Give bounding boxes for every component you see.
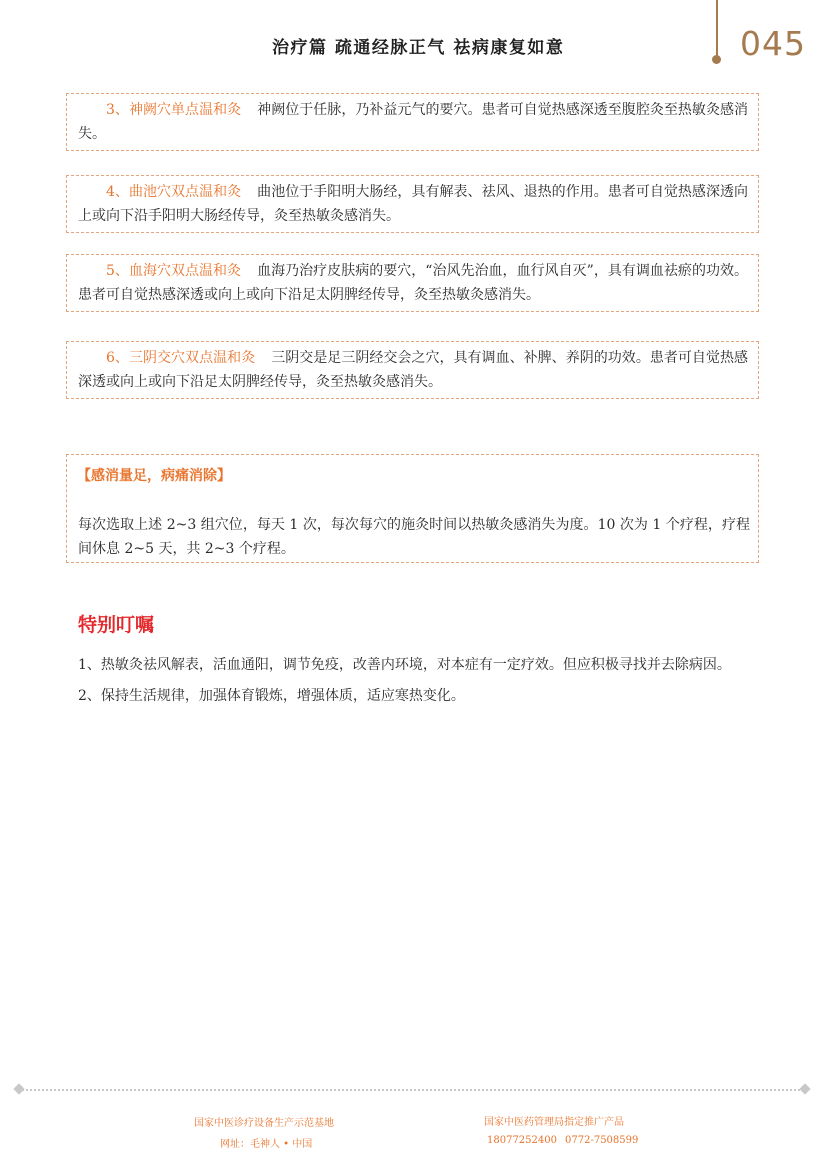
footer-diamond-left: [13, 1083, 24, 1094]
footer-phone-landline: 0772-7508599: [565, 1135, 639, 1146]
acupoint-description: 三阴交是足三阴经交会之穴，具有调血、补脾、养阴的功效。患者可自觉热感深透或向上或向下沿足太阴脾经传导，灸至热敏灸感消失。: [78, 350, 748, 390]
acupoint-description: 神阙位于任脉，乃补益元气的要穴。患者可自觉热感深透至腹腔灸至热敏灸感消失。: [78, 102, 748, 142]
notice-item: 2、保持生活规律，加强体育锻炼，增强体质，适应寒热变化。: [78, 688, 465, 704]
special-notice-list: [78, 650, 754, 712]
footer-divider: [22, 1089, 804, 1091]
footer-right-line1: 国家中医药管理局指定推广产品: [484, 1117, 624, 1128]
header-divider: [716, 0, 718, 58]
acupoint-box-shenque: [66, 93, 759, 151]
acupoint-description: 曲池位于手阳明大肠经，具有解表、祛风、退热的作用。患者可自觉热感深透向上或向下沿手阳明大肠经传导，灸至热敏灸感消失。: [78, 184, 748, 224]
notice-item: 1、热敏灸祛风解表，活血通阳，调节免疫，改善内环境，对本症有一定疗效。但应积极寻找并去除病因。: [78, 657, 731, 673]
acupoint-description: 血海乃治疗皮肤病的要穴，“治风先治血，血行风自灭”，具有调血祛瘀的功效。患者可自觉热感深透或向上或向下沿足太阴脾经传导，灸至热敏灸感消失。: [78, 263, 748, 303]
summary-heading: 【感消量足，病痛消除】: [77, 468, 231, 484]
acupoint-box-sanyinjiao: [66, 341, 759, 399]
summary-text: 每次选取上述 2~3 组穴位，每天 1 次，每次每穴的施灸时间以热敏灸感消失为度。10 次为 1 个疗程，疗程间休息 2~5 天，共 2~3 个疗程。: [78, 517, 750, 557]
header-dot: [712, 55, 721, 64]
footer-phone-mobile: 18077252400: [487, 1135, 557, 1146]
acupoint-box-quchi: [66, 175, 759, 233]
acupoint-box-xuehai: [66, 254, 759, 312]
acupoint-title: 5、血海穴双点温和灸: [106, 263, 242, 279]
special-notice-heading: 特别叮嘱: [78, 614, 155, 636]
footer-website: 网址：毛神人 • 中国: [220, 1139, 313, 1150]
footer-diamond-right: [799, 1083, 810, 1094]
acupoint-title: 6、三阴交穴双点温和灸: [106, 350, 256, 366]
footer-left-line1: 国家中医诊疗设备生产示范基地: [194, 1118, 334, 1129]
acupoint-title: 3、神阙穴单点温和灸: [106, 102, 242, 118]
chapter-title: 治疗篇 疏通经脉正气 祛病康复如意: [272, 38, 565, 58]
treatment-summary-box: [66, 454, 759, 563]
page-number: 045: [740, 24, 806, 63]
acupoint-title: 4、曲池穴双点温和灸: [106, 184, 242, 200]
